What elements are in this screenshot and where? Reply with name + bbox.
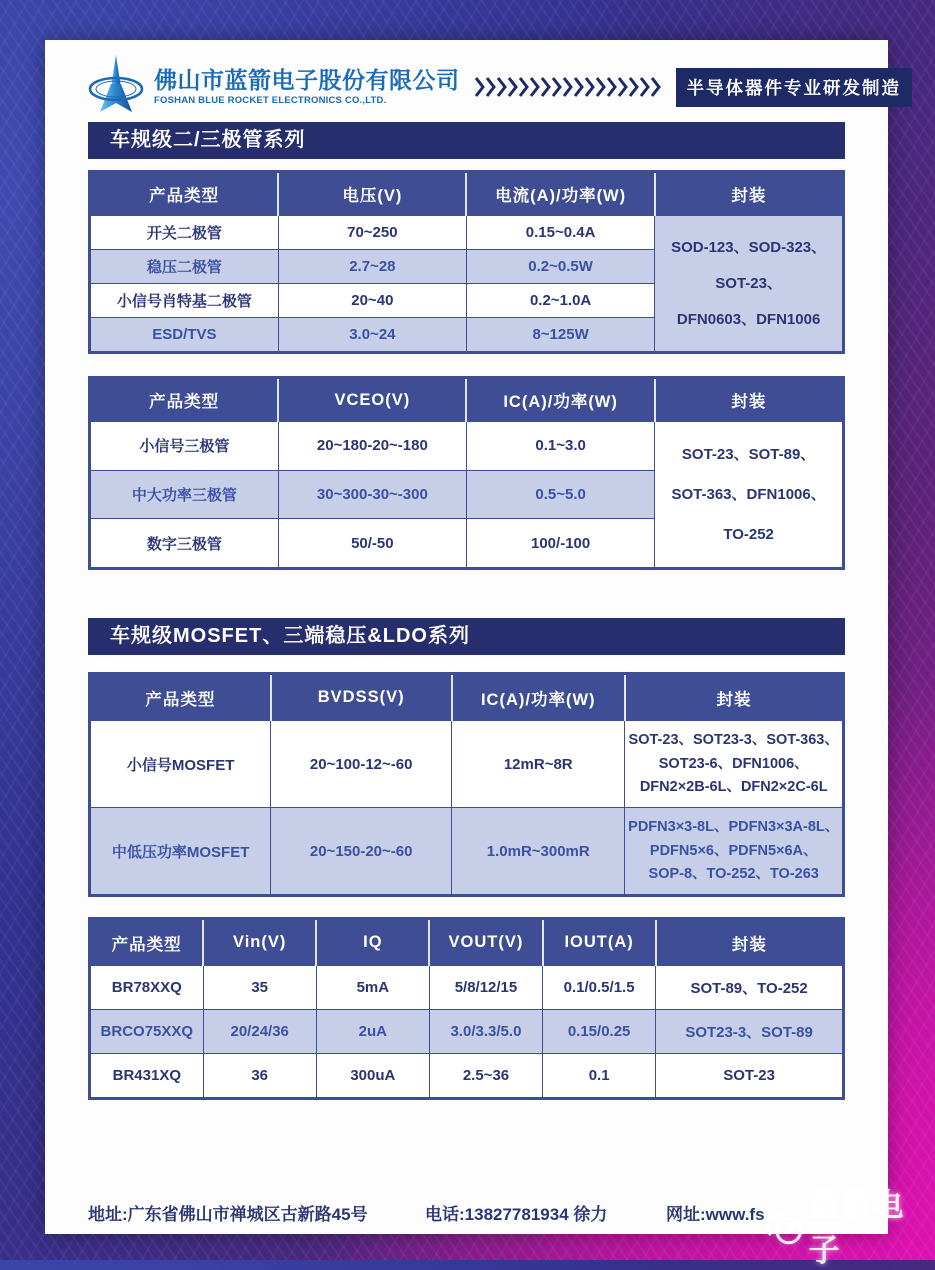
column-header: VCEO(V) bbox=[278, 378, 466, 422]
package-line: SOT-23、SOT-89、 bbox=[681, 446, 816, 463]
column-header: 封装 bbox=[655, 172, 844, 216]
table-row bbox=[90, 1054, 844, 1099]
voltage-cell: 20~40 bbox=[278, 284, 466, 318]
footer bbox=[88, 1200, 845, 1224]
column-header: IOUT(A) bbox=[543, 919, 656, 966]
table-header-row bbox=[90, 919, 844, 966]
column-header: IC(A)/功率(W) bbox=[452, 674, 625, 721]
column-header: 产品类型 bbox=[90, 674, 271, 721]
package-line: SOT23-6、DFN1006、 bbox=[658, 755, 809, 772]
column-header: 产品类型 bbox=[90, 919, 204, 966]
column-header: 封装 bbox=[656, 919, 844, 966]
column-header: Vin(V) bbox=[203, 919, 316, 966]
iq-cell: 2uA bbox=[316, 1010, 429, 1054]
product-type-cell: ESD/TVS bbox=[90, 318, 279, 353]
package-line: TO-252 bbox=[723, 526, 774, 543]
current-power-cell: 0.5~5.0 bbox=[466, 470, 654, 519]
product-type-cell: 数字三极管 bbox=[90, 519, 279, 569]
column-header: 封装 bbox=[655, 378, 844, 422]
voltage-cell: 3.0~24 bbox=[278, 318, 466, 353]
package-cell: SOT-89、TO-252 bbox=[656, 966, 844, 1010]
package-cell: SOT-23 bbox=[656, 1054, 844, 1099]
table-row bbox=[90, 966, 844, 1010]
package-cell bbox=[625, 721, 844, 808]
table-row bbox=[90, 1010, 844, 1054]
package-line: SOT-23、 bbox=[715, 275, 782, 292]
footer-website: 网址:www.fs bbox=[666, 1205, 765, 1224]
table-header-row bbox=[90, 378, 844, 422]
current-power-cell: 0.15~0.4A bbox=[466, 216, 654, 250]
product-type-cell: 稳压二极管 bbox=[90, 250, 279, 284]
product-type-cell: 小信号肖特基二极管 bbox=[90, 284, 279, 318]
package-line: SOD-123、SOD-323、 bbox=[671, 239, 827, 256]
voltage-cell: 70~250 bbox=[278, 216, 466, 250]
vceo-cell: 20~180-20~-180 bbox=[278, 422, 466, 471]
watermark-rocket-icon bbox=[763, 1201, 808, 1249]
company-name-cn: 佛山市蓝箭电子股份有限公司 bbox=[154, 67, 460, 94]
vout-cell: 3.0/3.3/5.0 bbox=[429, 1010, 542, 1054]
table-row bbox=[90, 422, 844, 471]
current-power-cell: 12mR~8R bbox=[452, 721, 625, 808]
vin-cell: 35 bbox=[203, 966, 316, 1010]
product-type-cell: 小信号三极管 bbox=[90, 422, 279, 471]
package-line: PDFN5×6、PDFN5×6A、 bbox=[649, 842, 818, 859]
column-header: 电压(V) bbox=[278, 172, 466, 216]
vout-cell: 2.5~36 bbox=[429, 1054, 542, 1099]
product-type-cell: 小信号MOSFET bbox=[90, 721, 271, 808]
table-row bbox=[90, 216, 844, 250]
package-line: PDFN3×3-8L、PDFN3×3A-8L、 bbox=[628, 819, 840, 836]
vceo-cell: 30~300-30~-300 bbox=[278, 470, 466, 519]
header bbox=[88, 54, 901, 120]
iout-cell: 0.1/0.5/1.5 bbox=[543, 966, 656, 1010]
product-type-cell: 中大功率三极管 bbox=[90, 470, 279, 519]
current-power-cell: 0.1~3.0 bbox=[466, 422, 654, 471]
blue-rocket-logo-icon bbox=[88, 54, 144, 120]
mosfet-series-table bbox=[88, 672, 845, 897]
package-line: DFN2×2B-6L、DFN2×2C-6L bbox=[639, 779, 828, 796]
column-header: 产品类型 bbox=[90, 172, 279, 216]
vceo-cell: 50/-50 bbox=[278, 519, 466, 569]
ldo-regulator-table bbox=[88, 917, 845, 1100]
column-header: 封装 bbox=[625, 674, 844, 721]
package-line: SOT-363、DFN1006、 bbox=[671, 486, 826, 503]
footer-address: 地址:广东省佛山市禅城区古新路45号 bbox=[88, 1205, 368, 1224]
column-header: BVDSS(V) bbox=[271, 674, 452, 721]
vout-cell: 5/8/12/15 bbox=[429, 966, 542, 1010]
package-cell: SOT23-3、SOT-89 bbox=[656, 1010, 844, 1054]
product-type-cell: 开关二极管 bbox=[90, 216, 279, 250]
column-header: IC(A)/功率(W) bbox=[466, 378, 654, 422]
company-name-block bbox=[154, 68, 460, 105]
current-power-cell: 1.0mR~300mR bbox=[452, 808, 625, 896]
package-line: SOP-8、TO-252、TO-263 bbox=[648, 866, 819, 883]
vin-cell: 20/24/36 bbox=[203, 1010, 316, 1054]
package-cell bbox=[625, 808, 844, 896]
iq-cell: 5mA bbox=[316, 966, 429, 1010]
current-power-cell: 0.2~1.0A bbox=[466, 284, 654, 318]
table-row bbox=[90, 721, 844, 808]
column-header: 电流(A)/功率(W) bbox=[466, 172, 654, 216]
transistor-series-table bbox=[88, 376, 845, 570]
product-type-cell: BR78XXQ bbox=[90, 966, 204, 1010]
current-power-cell: 8~125W bbox=[466, 318, 654, 353]
vin-cell: 36 bbox=[203, 1054, 316, 1099]
bvdss-cell: 20~150-20~-60 bbox=[271, 808, 452, 896]
package-line: SOT-23、SOT23-3、SOT-363、 bbox=[628, 732, 839, 749]
flyer-card bbox=[45, 40, 901, 1234]
column-header: 产品类型 bbox=[90, 378, 279, 422]
voltage-cell: 2.7~28 bbox=[278, 250, 466, 284]
product-type-cell: BR431XQ bbox=[90, 1054, 204, 1099]
current-power-cell: 100/-100 bbox=[466, 519, 654, 569]
package-cell bbox=[655, 422, 844, 569]
table-header-row bbox=[90, 674, 844, 721]
package-cell bbox=[655, 216, 844, 353]
package-line: DFN0603、DFN1006 bbox=[676, 311, 821, 328]
iout-cell: 0.15/0.25 bbox=[543, 1010, 656, 1054]
table-header-row bbox=[90, 172, 844, 216]
column-header: VOUT(V) bbox=[429, 919, 542, 966]
product-type-cell: 中低压功率MOSFET bbox=[90, 808, 271, 896]
section-title-diode-transistor: 车规级二/三极管系列 bbox=[88, 122, 845, 159]
company-name-en: FOSHAN BLUE ROCKET ELECTRONICS CO.,LTD. bbox=[154, 94, 387, 106]
column-header: IQ bbox=[316, 919, 429, 966]
current-power-cell: 0.2~0.5W bbox=[466, 250, 654, 284]
product-type-cell: BRCO75XXQ bbox=[90, 1010, 204, 1054]
section-title-mosfet-ldo: 车规级MOSFET、三端稳压&LDO系列 bbox=[88, 618, 845, 655]
footer-phone: 电话:13827781934 徐力 bbox=[425, 1205, 608, 1224]
bvdss-cell: 20~100-12~-60 bbox=[271, 721, 452, 808]
table-row bbox=[90, 808, 844, 896]
diode-series-table bbox=[88, 170, 845, 354]
chevron-arrows-icon bbox=[474, 75, 670, 99]
iq-cell: 300uA bbox=[316, 1054, 429, 1099]
watermark-text: 蓝箭电子 bbox=[808, 1188, 905, 1268]
iout-cell: 0.1 bbox=[543, 1054, 656, 1099]
watermark bbox=[763, 1180, 935, 1270]
slogan-badge: 半导体器件专业研发制造 bbox=[676, 68, 913, 107]
